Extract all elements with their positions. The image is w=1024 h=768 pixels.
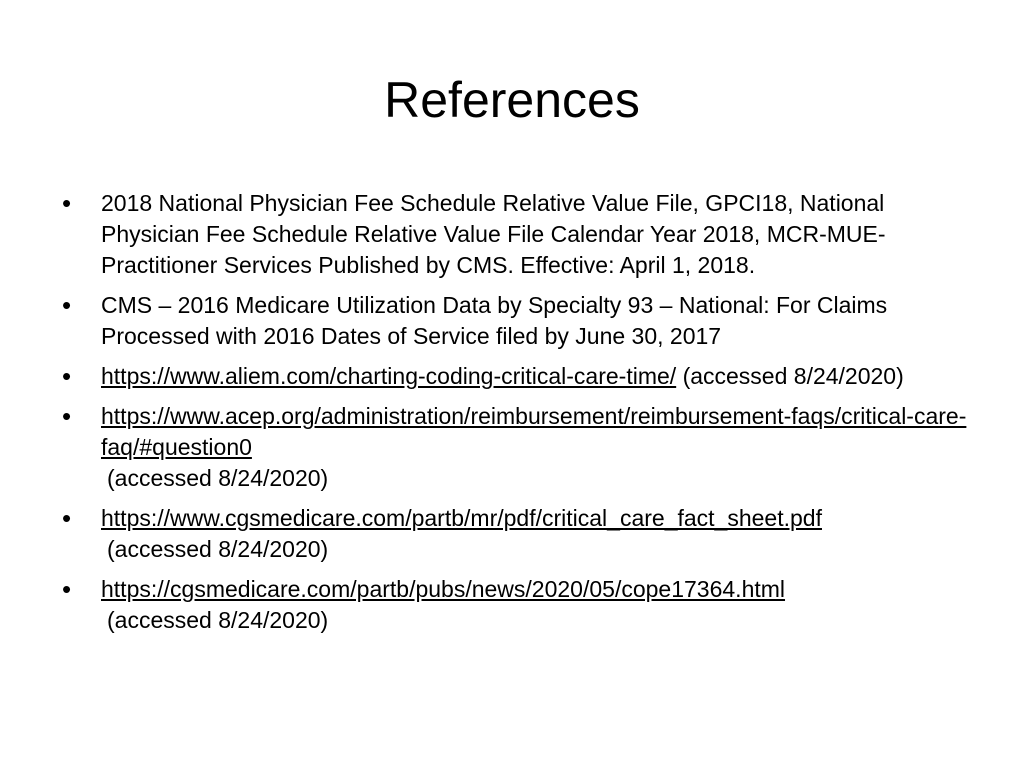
bullet-icon: • xyxy=(62,361,72,391)
reference-item-4 xyxy=(62,401,972,494)
accessed-date: (accessed 8/24/2020) xyxy=(682,363,904,389)
accessed-date: (accessed 8/24/2020) xyxy=(107,536,329,562)
reference-item-5 xyxy=(62,503,972,565)
reference-link-aliem[interactable]: https://www.aliem.com/charting-coding-critical-care-time/ xyxy=(101,363,677,389)
slide-title: References xyxy=(384,72,640,128)
accessed-date: (accessed 8/24/2020) xyxy=(107,465,329,491)
reference-text: CMS – 2016 Medicare Utilization Data by Specialty 93 – National: For Claims Processed with 2016 Dates of Service filed by June 30, 2017 xyxy=(101,292,888,349)
reference-link-cgs-news[interactable]: https://cgsmedicare.com/partb/pubs/news/2020/05/cope17364.html xyxy=(101,576,786,602)
reference-link-cgs-fact-sheet[interactable]: https://www.cgsmedicare.com/partb/mr/pdf/critical_care_fact_sheet.pdf xyxy=(101,505,822,531)
references-list xyxy=(62,188,972,645)
bullet-icon: • xyxy=(62,188,72,218)
reference-link-acep[interactable]: https://www.acep.org/administration/reimbursement/reimbursement-faqs/critical-care-faq/#question0 xyxy=(101,403,967,460)
reference-item-2 xyxy=(62,290,972,352)
reference-item-3 xyxy=(62,361,972,392)
bullet-icon: • xyxy=(62,290,72,320)
reference-text: 2018 National Physician Fee Schedule Relative Value File, GPCI18, National Physician Fee Schedule Relative Value File Calendar Year 2018, MCR-MUE-Practitioner Services Published by CMS. Effective: April 1, 2018. xyxy=(101,190,886,278)
accessed-date: (accessed 8/24/2020) xyxy=(107,607,329,633)
bullet-icon: • xyxy=(62,503,72,533)
bullet-icon: • xyxy=(62,401,72,431)
reference-item-6 xyxy=(62,574,972,636)
reference-item-1 xyxy=(62,188,972,281)
bullet-icon: • xyxy=(62,574,72,604)
